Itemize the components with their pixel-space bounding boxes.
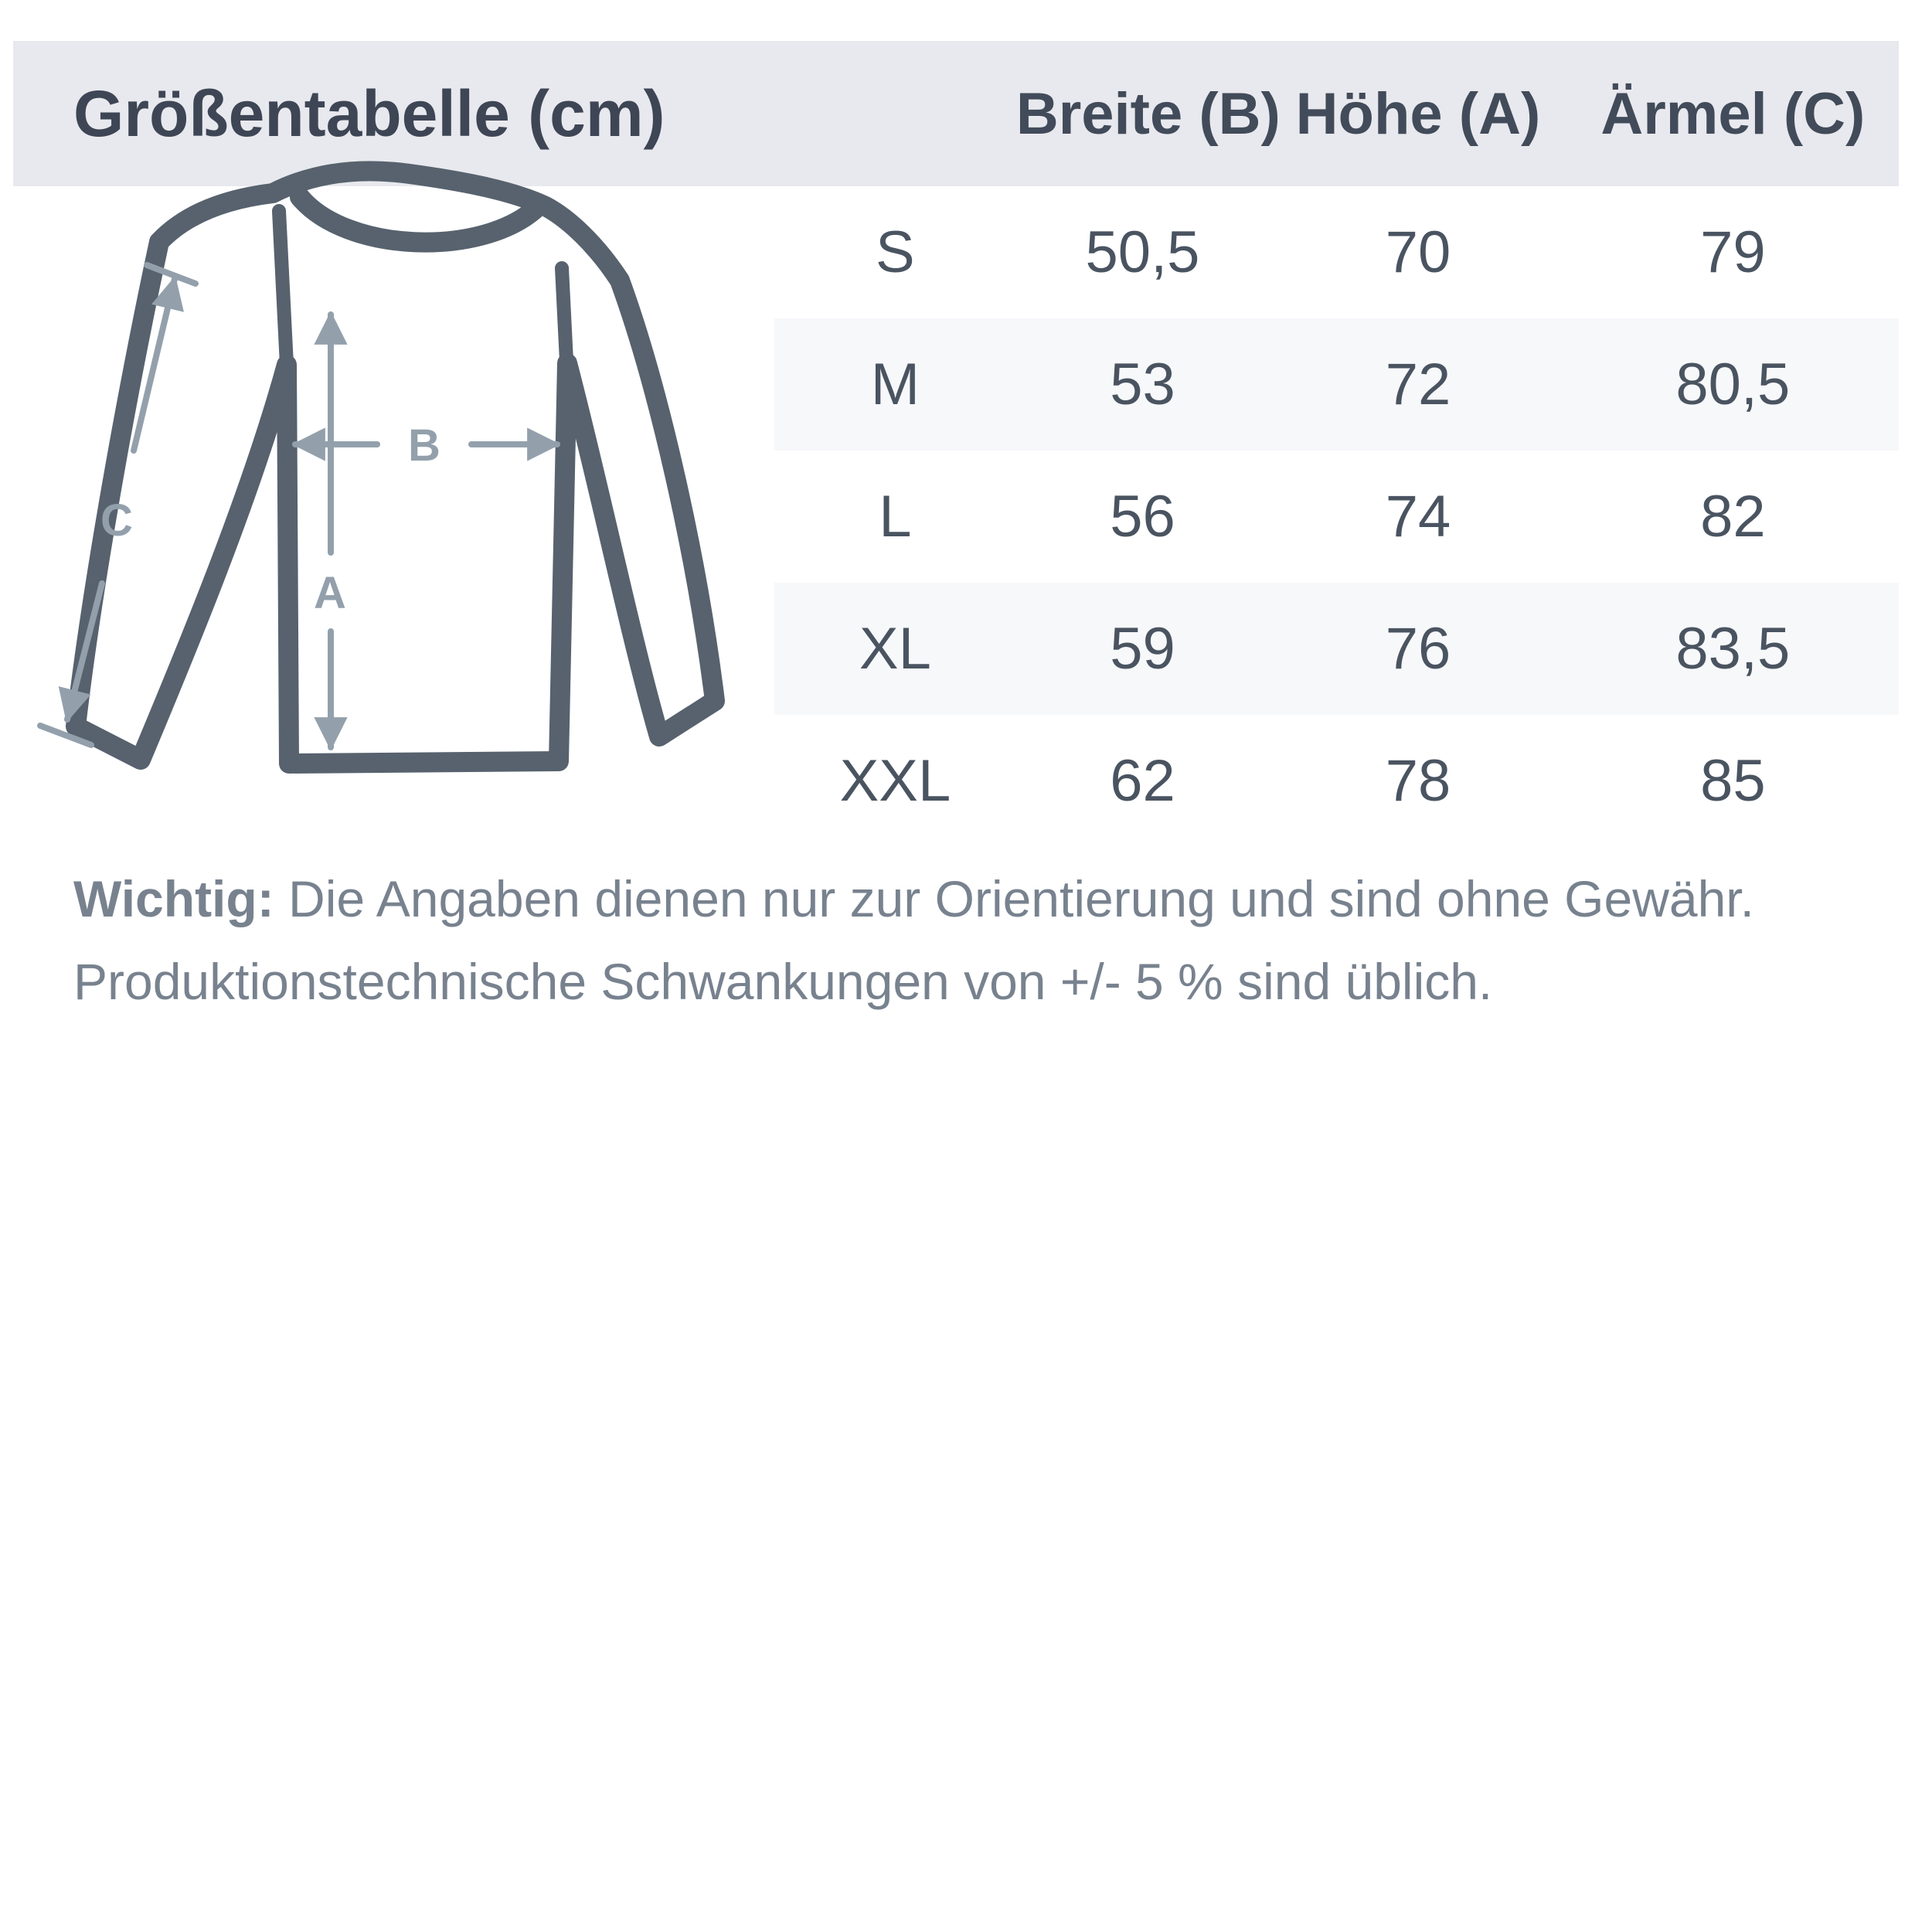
hoehe-value: 70 xyxy=(1385,219,1451,285)
breite-value: 56 xyxy=(1110,484,1175,549)
important-label: Wichtig: xyxy=(73,870,274,927)
measure-c-label: C xyxy=(100,495,133,546)
sweater-outline-icon xyxy=(76,171,715,764)
table-row xyxy=(774,583,1899,715)
disclaimer-note xyxy=(73,858,1897,1023)
aermel-value: 82 xyxy=(1700,484,1766,549)
table-row xyxy=(774,451,1899,583)
disclaimer-line-2: Produktionstechnische Schwankungen von +/- 5 % sind üblich. xyxy=(73,953,1493,1010)
size-table-body xyxy=(774,186,1899,847)
aermel-value: 79 xyxy=(1700,219,1766,285)
measure-b-arrow xyxy=(295,420,557,471)
hoehe-value: 78 xyxy=(1385,748,1451,814)
disclaimer-text-1: Die Angaben dienen nur zur Orientierung und sind ohne Gewähr. xyxy=(274,870,1754,927)
table-row xyxy=(774,186,1899,318)
aermel-value: 80,5 xyxy=(1675,352,1791,417)
size-label: M xyxy=(870,352,920,417)
hoehe-value: 72 xyxy=(1385,352,1451,417)
sweater-measurement-diagram-icon xyxy=(15,151,788,823)
size-label: XL xyxy=(859,616,931,682)
column-header-hoehe: Höhe (A) xyxy=(1295,80,1541,147)
page-title: Größentabelle (cm) xyxy=(73,77,665,150)
aermel-value: 85 xyxy=(1700,748,1766,814)
breite-value: 62 xyxy=(1110,748,1175,814)
disclaimer-line-1 xyxy=(73,858,1897,940)
breite-value: 53 xyxy=(1110,352,1175,417)
measure-a-label: A xyxy=(314,568,346,618)
size-label: S xyxy=(876,219,915,285)
size-label: L xyxy=(879,484,912,549)
breite-value: 59 xyxy=(1110,616,1175,682)
table-row xyxy=(774,318,1899,451)
table-column-headers xyxy=(774,41,1899,186)
measure-b-label: B xyxy=(408,420,440,471)
aermel-value: 83,5 xyxy=(1675,616,1791,682)
measure-a-arrow xyxy=(314,315,346,747)
hoehe-value: 74 xyxy=(1385,484,1451,549)
size-label: XXL xyxy=(839,748,951,814)
breite-value: 50,5 xyxy=(1085,219,1200,285)
hoehe-value: 76 xyxy=(1385,616,1451,682)
column-header-breite: Breite (B) xyxy=(1015,80,1281,147)
column-header-aermel: Ärmel (C) xyxy=(1600,80,1866,147)
table-row xyxy=(774,715,1899,847)
